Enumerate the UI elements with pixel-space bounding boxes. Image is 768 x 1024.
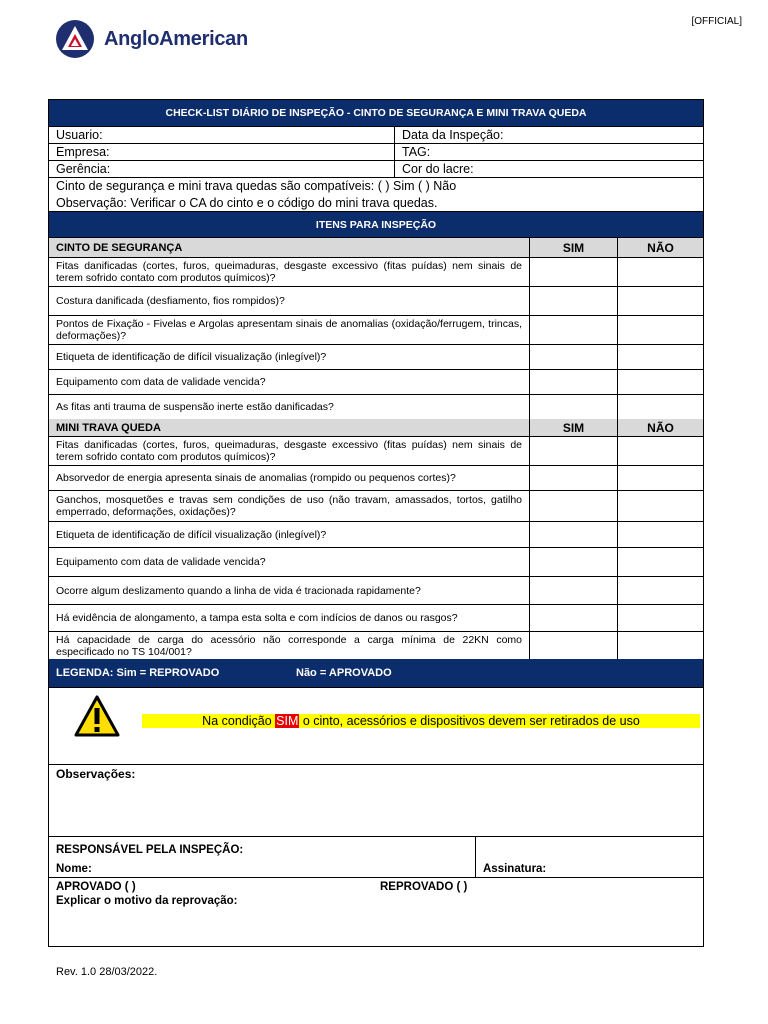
legend-sim: LEGENDA: Sim = REPROVADO: [56, 667, 220, 679]
checklist-row: [49, 316, 703, 345]
question-text: Ganchos, mosquetões e travas sem condições de uso (não travam, amassados, tortos, gatilho emperrado, deformações, oxidações)?: [49, 491, 530, 521]
warning-before: Na condição: [202, 714, 276, 728]
col-sim: SIM: [530, 238, 618, 257]
sim-checkbox-cell[interactable]: [530, 491, 618, 521]
mini-title: MINI TRAVA QUEDA: [49, 419, 530, 436]
sim-checkbox-cell[interactable]: [530, 632, 618, 659]
classification-label: [OFFICIAL]: [691, 16, 742, 27]
question-text: Equipamento com data de validade vencida?: [49, 548, 530, 576]
question-text: As fitas anti trauma de suspensão inerte estão danificadas?: [49, 395, 530, 419]
cinto-header: [49, 238, 703, 258]
question-text: Ocorre algum deslizamento quando a linha de vida é tracionada rapidamente?: [49, 577, 530, 604]
checklist-row: [49, 605, 703, 632]
checklist-row: [49, 548, 703, 577]
responsavel-block: [49, 837, 703, 878]
question-text: Costura danificada (desfiamento, fios rompidos)?: [49, 287, 530, 315]
question-text: Equipamento com data de validade vencida?: [49, 370, 530, 394]
question-text: Há capacidade de carga do acessório não corresponde a carga mínima de 22KN como especificado no TS 104/001?: [49, 632, 530, 659]
warning-block: [49, 688, 703, 765]
checklist-row: [49, 466, 703, 491]
sim-checkbox-cell[interactable]: [530, 316, 618, 344]
logo-text: AngloAmerican: [104, 27, 248, 50]
nao-checkbox-cell[interactable]: [618, 522, 703, 547]
checklist-row: [49, 491, 703, 522]
items-title: [49, 212, 703, 238]
nao-checkbox-cell[interactable]: [618, 345, 703, 369]
checklist-row: [49, 345, 703, 370]
warning-after: o cinto, acessórios e dispositivos devem ser retirados de uso: [299, 714, 640, 728]
tag-field[interactable]: TAG:: [402, 145, 431, 159]
warning-sim: SIM: [276, 714, 299, 728]
assinatura-field[interactable]: [476, 837, 703, 877]
nao-checkbox-cell[interactable]: [618, 548, 703, 576]
usuario-field[interactable]: Usuario:: [49, 127, 395, 143]
form-title-text: CHECK-LIST DIÁRIO DE INSPEÇÃO - CINTO DE SEGURANÇA E MINI TRAVA QUEDA: [165, 107, 587, 119]
nao-checkbox-cell[interactable]: [618, 491, 703, 521]
nao-checkbox-cell[interactable]: [618, 577, 703, 604]
nao-checkbox-cell[interactable]: [618, 258, 703, 286]
checklist-row: [49, 632, 703, 659]
sim-checkbox-cell[interactable]: [530, 345, 618, 369]
inspection-form: [48, 99, 704, 947]
sim-checkbox-cell[interactable]: [530, 287, 618, 315]
nao-checkbox-cell[interactable]: [618, 287, 703, 315]
question-text: Há evidência de alongamento, a tampa esta solta e com indícios de danos ou rasgos?: [49, 605, 530, 631]
motivo-label: Explicar o motivo da reprovação:: [56, 895, 238, 907]
nao-checkbox-cell[interactable]: [618, 466, 703, 490]
col-sim: SIM: [530, 419, 618, 436]
sim-checkbox-cell[interactable]: [530, 395, 618, 419]
revision-label: Rev. 1.0 28/03/2022.: [56, 966, 158, 978]
question-text: Fitas danificadas (cortes, furos, queimaduras, desgaste excessivo (fitas puídas) nem sinais de terem sofrido contato com produtos químicos)?: [49, 437, 530, 465]
observation-line: Observação: Verificar o CA do cinto e o código do mini trava quedas.: [56, 195, 438, 210]
empresa-field[interactable]: Empresa:: [49, 144, 395, 160]
checklist-row: [49, 370, 703, 395]
reprovado-checkbox[interactable]: REPROVADO ( ): [380, 881, 468, 893]
question-text: Absorvedor de energia apresenta sinais de anomalias (rompido ou pequenos cortes)?: [49, 466, 530, 490]
data-inspecao-field[interactable]: Data da Inspeção:: [402, 128, 504, 142]
items-title-text: ITENS PARA INSPEÇÃO: [315, 218, 437, 231]
question-text: Pontos de Fixação - Fivelas e Argolas apresentam sinais de anomalias (oxidação/ferrugem, trincas, deformações)?: [49, 316, 530, 344]
question-text: Etiqueta de identificação de difícil visualização (inlegível)?: [49, 345, 530, 369]
observacoes-label: Observações:: [56, 767, 136, 781]
legend-bar: [49, 659, 703, 688]
nao-checkbox-cell[interactable]: [618, 437, 703, 465]
nome-label: Nome:: [56, 863, 92, 875]
nao-checkbox-cell[interactable]: [618, 632, 703, 659]
warning-message: [142, 714, 700, 728]
sim-checkbox-cell[interactable]: [530, 466, 618, 490]
legend-nao: Não = APROVADO: [296, 667, 392, 679]
sim-checkbox-cell[interactable]: [530, 258, 618, 286]
nome-field[interactable]: [49, 837, 476, 877]
observacoes-block[interactable]: [49, 765, 703, 837]
sim-checkbox-cell[interactable]: [530, 605, 618, 631]
sim-checkbox-cell[interactable]: [530, 577, 618, 604]
col-nao: NÃO: [647, 420, 674, 435]
checklist-row: [49, 287, 703, 316]
assinatura-label: Assinatura:: [483, 863, 547, 875]
cinto-title: CINTO DE SEGURANÇA: [49, 238, 530, 257]
row-usuario: [49, 127, 703, 144]
sim-checkbox-cell[interactable]: [530, 370, 618, 394]
sim-checkbox-cell[interactable]: [530, 437, 618, 465]
nao-checkbox-cell[interactable]: [618, 370, 703, 394]
mini-header: [49, 419, 703, 437]
gerencia-field[interactable]: Gerência:: [49, 161, 395, 177]
col-nao: NÃO: [647, 240, 674, 255]
nao-checkbox-cell[interactable]: [618, 605, 703, 631]
anglo-american-logo-icon: [52, 18, 98, 60]
company-logo: [52, 18, 248, 60]
checklist-row: [49, 522, 703, 548]
checklist-row: [49, 437, 703, 466]
compat-line[interactable]: Cinto de segurança e mini trava quedas são compatíveis: ( ) Sim ( ) Não: [56, 178, 457, 193]
nao-checkbox-cell[interactable]: [618, 395, 703, 419]
nao-checkbox-cell[interactable]: [618, 316, 703, 344]
question-text: Etiqueta de identificação de difícil visualização (inlegível)?: [49, 522, 530, 547]
form-title: [49, 100, 703, 127]
warning-icon: [73, 694, 121, 738]
sim-checkbox-cell[interactable]: [530, 548, 618, 576]
checklist-row: [49, 395, 703, 419]
row-empresa: [49, 144, 703, 161]
row-gerencia: [49, 161, 703, 178]
compat-block: [49, 178, 703, 212]
checklist-row: [49, 258, 703, 287]
checklist-row: [49, 577, 703, 605]
question-text: Fitas danificadas (cortes, furos, queimaduras, desgaste excessivo (fitas puídas) nem sinais de terem sofrido contato com produtos químicos)?: [49, 258, 530, 286]
aprovado-checkbox[interactable]: APROVADO ( ): [56, 881, 136, 893]
sim-checkbox-cell[interactable]: [530, 522, 618, 547]
cor-lacre-field[interactable]: Cor do lacre:: [402, 162, 474, 176]
approval-block: [49, 878, 703, 946]
responsavel-label: RESPONSÁVEL PELA INSPEÇÃO:: [56, 844, 244, 856]
